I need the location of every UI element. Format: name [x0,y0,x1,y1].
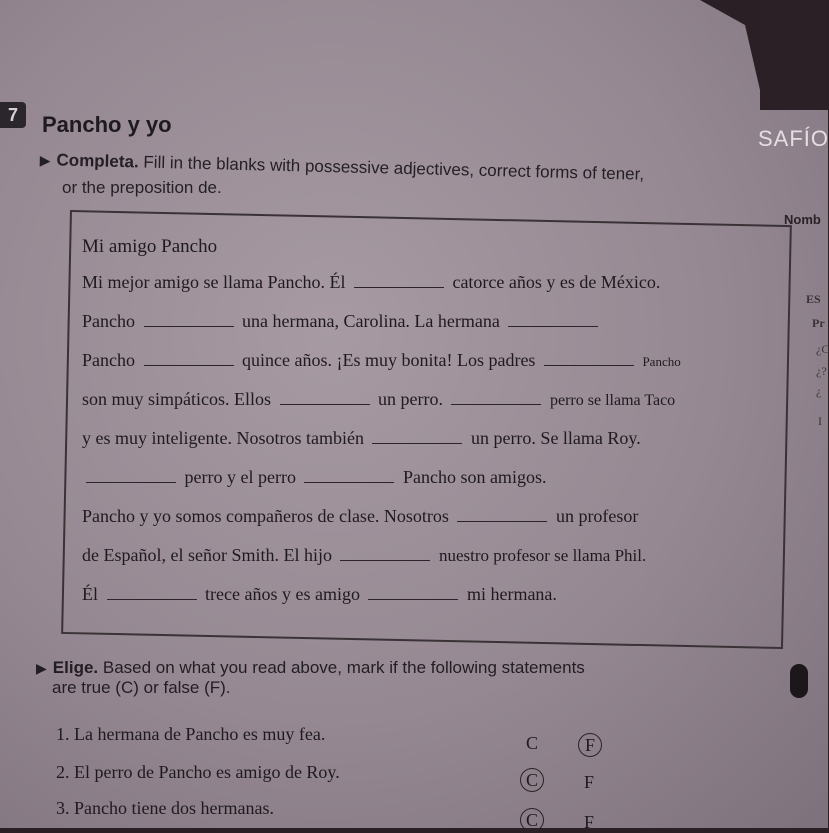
side-header: Nomb [784,212,821,227]
side-fragment: Pr [812,316,825,330]
paragraph-line [82,545,681,584]
instruction-text: Based on what you read above, mark if the following statements [102,658,585,677]
line-text: Pancho son amigos. [402,467,547,487]
blank-input[interactable] [340,546,430,561]
page-tab-marker [790,664,808,698]
line-text: perro y el perro [184,467,296,487]
paragraph-line [82,467,681,506]
instruction-text: Fill in the blanks with possessive adjectives, correct forms of tener, [143,152,645,184]
section-title: Pancho y yo [42,112,172,137]
line-text: catorce años y es de México. [452,272,661,292]
choice-f[interactable]: F [584,772,595,792]
choice-c-circled[interactable]: C [520,808,544,832]
line-text: quince años. ¡Es muy bonita! Los padres [242,350,536,370]
paragraph-line [82,350,681,389]
question-item: 2. El perro de Pancho es amigo de Roy. [56,762,340,782]
side-fragment: ¿C [816,342,829,356]
blank-input[interactable] [107,585,197,600]
line-text: Pancho [642,354,681,369]
blank-input[interactable] [451,390,541,405]
paragraph-line [82,506,681,545]
paragraph-line [82,311,681,350]
line-text: Pancho [82,350,135,370]
background-corner [760,0,828,110]
line-text: una hermana, Carolina. La hermana [242,311,500,331]
play-arrow-icon: ▶ [39,151,51,169]
blank-input[interactable] [304,468,394,483]
line-text: un perro. Se llama Roy. [470,428,641,448]
instruction-bold: Completa. [56,150,139,172]
line-text: Pancho y yo somos compañeros de clase. Nosotros [82,506,449,526]
blank-input[interactable] [368,585,458,600]
blank-input[interactable] [544,351,634,366]
line-text: Él [82,584,98,604]
paragraph-title: Mi amigo Pancho [82,236,218,257]
side-fragment: ¿ [816,384,822,398]
choice-c-circled[interactable]: C [520,768,544,792]
blank-input[interactable] [144,312,234,327]
blank-input[interactable] [86,468,176,483]
line-text: son muy simpáticos. Ellos [82,389,271,409]
blank-input[interactable] [372,429,462,444]
reading-paragraph [82,236,681,623]
blank-input[interactable] [508,312,598,327]
line-text: un perro. [378,389,443,409]
play-arrow-icon: ▶ [36,660,47,676]
blank-input[interactable] [144,351,234,366]
instruction-line2: or the preposition de. [62,178,222,197]
line-text: y es muy inteligente. Nosotros también [82,428,364,448]
paragraph-line [82,389,681,428]
side-fragment: ¿? [816,364,827,378]
instruction-line2: are true (C) or false (F). [52,678,231,697]
choice-c[interactable]: C [526,733,539,753]
paragraph-line [82,428,681,467]
section-number: 7 [0,102,26,128]
line-text: Pancho [82,311,135,331]
side-label: SAFÍO [758,126,829,151]
paragraph-line [82,584,681,623]
blank-input[interactable] [457,507,547,522]
instruction-elige [36,658,736,698]
line-text: un profesor [555,506,639,526]
blank-input[interactable] [354,273,444,288]
line-text: perro se llama Taco [549,392,676,409]
line-text: de Español, el señor Smith. El hijo [82,545,332,565]
question-item: 3. Pancho tiene dos hermanas. [56,798,274,818]
instruction-bold: Elige. [52,658,99,677]
line-text: nuestro profesor se llama Phil. [438,546,647,565]
line-text: Mi mejor amigo se llama Pancho. Él [82,272,346,292]
line-text: mi hermana. [466,584,557,604]
paragraph-line [82,272,681,311]
side-fragment: I [818,414,822,428]
question-item: 1. La hermana de Pancho es muy fea. [56,724,326,744]
side-fragment: ES [806,292,821,306]
blank-input[interactable] [280,390,370,405]
line-text: trece años y es amigo [205,584,360,604]
choice-f-circled[interactable]: F [578,733,602,757]
choice-f[interactable]: F [584,812,595,832]
